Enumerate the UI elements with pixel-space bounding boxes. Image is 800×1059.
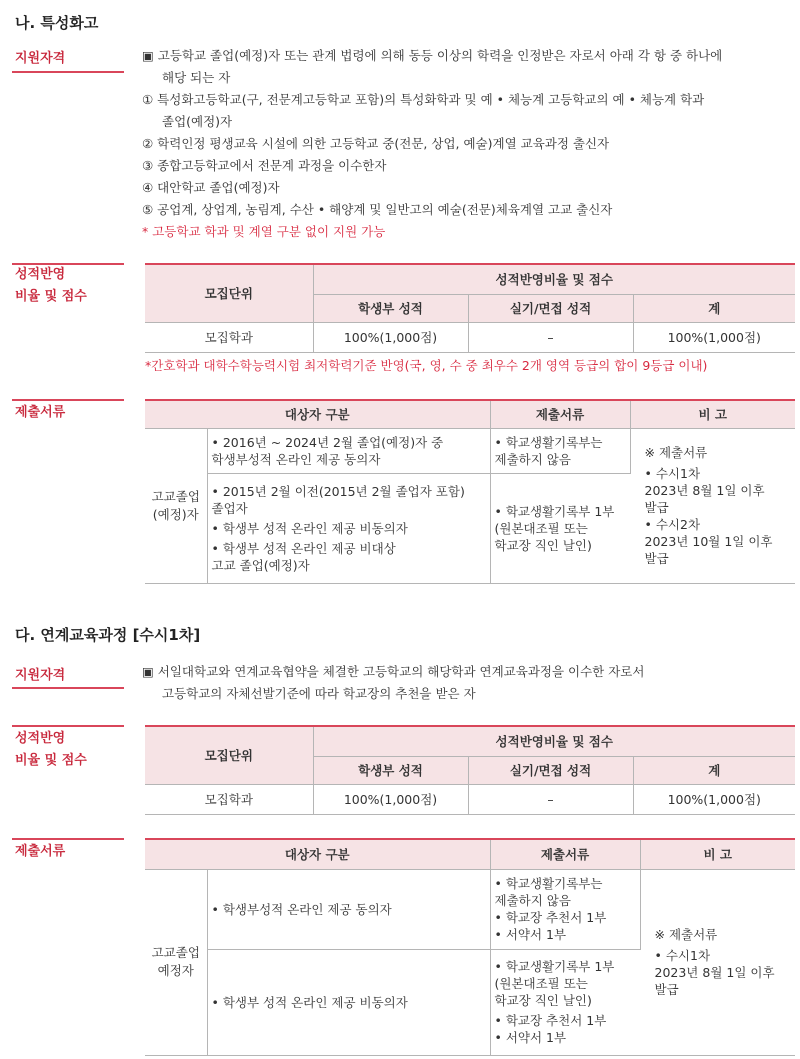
total-cell: 100%(1,000점) xyxy=(633,784,795,814)
remarks-cell xyxy=(640,869,795,1055)
remarks-line: 2023년 8월 1일 이후 xyxy=(654,965,775,980)
docs-label: 제출서류 xyxy=(15,405,66,420)
target-cell xyxy=(207,473,490,583)
record-header: 학생부 성적 xyxy=(313,756,468,784)
total-cell: 100%(1,000점) xyxy=(633,322,795,352)
target-cell xyxy=(207,869,490,949)
total-header: 계 xyxy=(633,294,795,322)
unit-header: 모집단위 xyxy=(145,726,313,784)
remarks-line: 발급 xyxy=(644,500,669,515)
eligibility-line: ▣ 서일대학교와 연계교육협약을 체결한 고등학교의 해당학과 연계교육과정을 이수한 자로서 xyxy=(142,664,645,679)
target-line: • 2015년 2월 이전(2015년 2월 졸업자 포함) xyxy=(211,483,465,499)
target-cell xyxy=(207,949,490,1055)
record-cell: 100%(1,000점) xyxy=(313,784,468,814)
eligibility-note: * 고등학교 학과 및 계열 구분 없이 지원 가능 xyxy=(142,224,386,239)
remarks-cell xyxy=(630,428,795,583)
docs-table xyxy=(145,399,795,584)
docs-line: 학교장 직인 날인) xyxy=(494,537,592,553)
total-header: 계 xyxy=(633,756,795,784)
eligibility-line: 고등학교의 자체선발기준에 따라 학교장의 추천을 받은 자 xyxy=(162,686,476,701)
score-label xyxy=(15,264,87,308)
unit-header: 모집단위 xyxy=(145,264,313,322)
docs-line: 제출하지 않음 xyxy=(494,451,571,467)
docs-cell xyxy=(490,428,630,473)
eligibility-line: ⑤ 공업계, 상업계, 농림계, 수산 • 해양계 및 일반고의 예술(전문)체육계열 고교 출신자 xyxy=(142,202,613,217)
unit-cell: 모집학과 xyxy=(145,784,313,814)
score-table xyxy=(145,263,795,353)
label-topline xyxy=(12,838,124,840)
remarks-header: 비 고 xyxy=(640,839,795,869)
group-cell: 고교졸업 예정자 xyxy=(145,869,207,1055)
record-cell: 100%(1,000점) xyxy=(313,322,468,352)
eligibility-line: ① 특성화고등학교(구, 전문계고등학교 포함)의 특성화학과 및 예 • 체능계 고등학교의 예 • 체능계 학과 xyxy=(142,92,705,107)
target-line: 고교 졸업(예정)자 xyxy=(211,557,310,573)
docs-line: • 학교생활기록부 1부 xyxy=(494,503,615,519)
target-line: 학생부성적 온라인 제공 동의자 xyxy=(211,451,381,467)
target-line: • 학생부성적 온라인 제공 동의자 xyxy=(211,901,392,917)
score-label-line1: 성적반영 xyxy=(15,267,66,282)
target-header: 대상자 구분 xyxy=(145,839,490,869)
docs-header: 제출서류 xyxy=(490,839,640,869)
docs-line: • 학교생활기록부는 xyxy=(494,876,603,891)
docs-line: (원본대조필 또는 xyxy=(494,520,588,536)
score-group-header: 성적반영비율 및 점수 xyxy=(313,726,795,756)
eligibility-line: ② 학력인정 평생교육 시설에 의한 고등학교 중(전문, 상업, 예술)계열 교육과정 출신자 xyxy=(142,136,610,151)
label-topline xyxy=(12,263,124,265)
target-line: • 2016년 ~ 2024년 2월 졸업(예정)자 중 xyxy=(211,434,444,450)
docs-cell xyxy=(490,869,640,949)
group-cell: 고교졸업 (예정)자 xyxy=(145,428,207,583)
target-line: • 학생부 성적 온라인 제공 비동의자 xyxy=(211,520,408,536)
target-header: 대상자 구분 xyxy=(145,400,490,428)
remarks-line: • 수시1차 xyxy=(654,948,711,963)
remarks-line: 발급 xyxy=(644,551,669,566)
remarks-line: 발급 xyxy=(654,982,679,997)
target-line: • 학생부 성적 온라인 제공 비대상 xyxy=(211,540,396,556)
label-topline xyxy=(12,725,124,727)
section-title-da: 다. 연계교육과정 [수시1차] xyxy=(15,626,201,644)
score-note: *간호학과 대학수학능력시험 최저학력기준 반영(국, 영, 수 중 최우수 2개 영역 등급의 합이 9등급 이내) xyxy=(145,358,708,373)
eligibility-label: 지원자격 xyxy=(15,668,66,683)
docs-line: 제출하지 않음 xyxy=(494,893,571,908)
docs-cell xyxy=(490,949,640,1055)
docs-table xyxy=(145,838,795,1056)
docs-line: • 학교생활기록부는 xyxy=(494,434,603,450)
record-header: 학생부 성적 xyxy=(313,294,468,322)
score-label-line2: 비율 및 점수 xyxy=(15,753,87,768)
label-underline xyxy=(12,71,124,73)
practical-cell: – xyxy=(468,322,633,352)
docs-line: • 학교생활기록부 1부 xyxy=(494,959,615,974)
score-table xyxy=(145,725,795,815)
label-underline xyxy=(12,687,124,689)
score-label-line1: 성적반영 xyxy=(15,731,66,746)
docs-line: • 학교장 추천서 1부 xyxy=(494,910,607,925)
target-line: • 학생부 성적 온라인 제공 비동의자 xyxy=(211,994,408,1010)
eligibility-line: ④ 대안학교 졸업(예정)자 xyxy=(142,180,280,195)
remarks-line: 2023년 8월 1일 이후 xyxy=(644,483,765,498)
eligibility-line: ③ 종합고등학교에서 전문계 과정을 이수한자 xyxy=(142,158,387,173)
target-line: 졸업자 xyxy=(211,500,248,516)
eligibility-text xyxy=(142,661,644,705)
docs-line: • 학교장 추천서 1부 xyxy=(494,1013,607,1028)
docs-line: (원본대조필 또는 xyxy=(494,976,588,991)
eligibility-label: 지원자격 xyxy=(15,51,66,66)
docs-cell xyxy=(490,473,630,583)
docs-line: • 서약서 1부 xyxy=(494,1030,567,1045)
score-group-header: 성적반영비율 및 점수 xyxy=(313,264,795,294)
eligibility-line: 졸업(예정)자 xyxy=(162,114,233,129)
remarks-header: 비 고 xyxy=(630,400,795,428)
docs-header: 제출서류 xyxy=(490,400,630,428)
label-topline xyxy=(12,399,124,401)
remarks-line: ※ 제출서류 xyxy=(654,927,718,942)
unit-cell: 모집학과 xyxy=(145,322,313,352)
docs-line: • 서약서 1부 xyxy=(494,927,567,942)
target-cell xyxy=(207,428,490,473)
score-label-line2: 비율 및 점수 xyxy=(15,289,87,304)
section-title-na: 나. 특성화고 xyxy=(15,14,99,32)
practical-header: 실기/면접 성적 xyxy=(468,756,633,784)
remarks-line: ※ 제출서류 xyxy=(644,445,708,460)
practical-cell: – xyxy=(468,784,633,814)
eligibility-text xyxy=(142,45,722,243)
remarks-line: • 수시2차 xyxy=(644,517,701,532)
docs-line: 학교장 직인 날인) xyxy=(494,993,592,1008)
score-label xyxy=(15,728,87,772)
practical-header: 실기/면접 성적 xyxy=(468,294,633,322)
docs-label: 제출서류 xyxy=(15,844,66,859)
remarks-line: • 수시1차 xyxy=(644,466,701,481)
eligibility-line: ▣ 고등학교 졸업(예정)자 또는 관계 법령에 의해 동등 이상의 학력을 인정받은 자로서 아래 각 항 중 하나에 xyxy=(142,48,723,63)
eligibility-line: 해당 되는 자 xyxy=(162,70,231,85)
remarks-line: 2023년 10월 1일 이후 xyxy=(644,534,773,549)
